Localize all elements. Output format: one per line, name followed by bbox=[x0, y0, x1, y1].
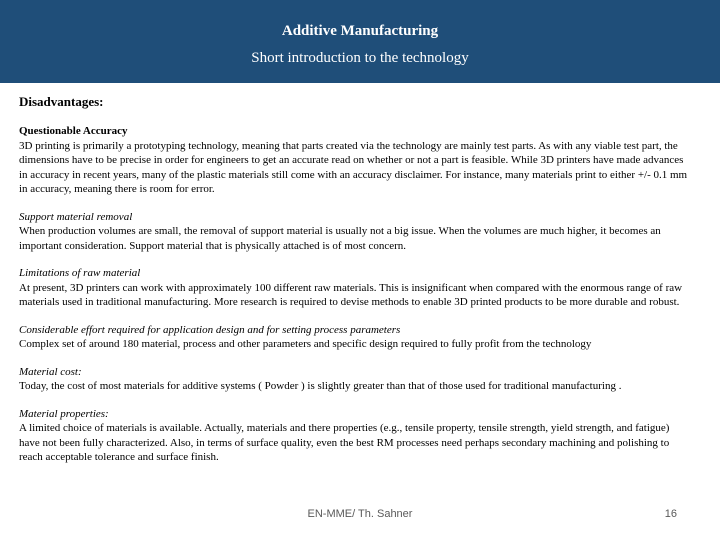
section-title: Material properties: bbox=[19, 407, 109, 420]
page-number: 16 bbox=[664, 508, 677, 520]
footer-author: EN-MME/ Th. Sahner bbox=[307, 508, 413, 520]
section-text: At present, 3D printers can work with approximately 100 different raw materials. This is insignificant when compared with the enormous range of raw materials used in traditional manufacturing. More research is required to devise methods to enable 3D printed products to be more durable and robust. bbox=[19, 281, 683, 308]
disadvantages-heading: Disadvantages: bbox=[19, 94, 104, 109]
section-text: When production volumes are small, the removal of support material is usually not a big issue. When the volumes are much higher, it becomes an important consideration. Support material that is physically attached is of most concern. bbox=[19, 225, 661, 252]
section-text: A limited choice of materials is available. Actually, materials and there properties (e.g., tensile property, tensile strength, yield strength, and fatigue) have not been fully characterized. Also, in terms of surface quality, even the best RM processes need perhaps secondary machining and polishing to reach acceptable tolerance and surface finish. bbox=[19, 422, 670, 463]
section-title: Considerable effort required for application design and for setting process parameters bbox=[19, 323, 401, 336]
section-application-design-effort bbox=[19, 323, 689, 352]
section-title: Limitations of raw material bbox=[19, 267, 141, 279]
slide-title: Additive Manufacturing bbox=[281, 23, 439, 39]
slide-header bbox=[0, 0, 720, 83]
slide-subtitle: Short introduction to the technology bbox=[251, 50, 469, 66]
section-text: Complex set of around 180 material, process and other parameters and specific design required to fully profit from the technology bbox=[19, 338, 592, 350]
section-title: Questionable Accuracy bbox=[19, 125, 128, 137]
section-text: Today, the cost of most materials for additive systems ( Powder ) is slightly greater than that of those used for traditional manufacturing . bbox=[19, 380, 622, 392]
section-questionable-accuracy bbox=[19, 124, 689, 197]
section-material-cost bbox=[19, 365, 689, 394]
section-title: Material cost: bbox=[19, 365, 82, 378]
section-material-properties bbox=[19, 407, 689, 465]
section-title: Support material removal bbox=[19, 210, 133, 223]
section-text: 3D printing is primarily a prototyping technology, meaning that parts created via the technology are mainly test parts. As with any viable test part, the dimensions have to be precise in order for engineers to get an accurate read on whether or not a part is feasible. While 3D printers have made advances in accuracy in recent years, many of the plastic materials still come with an accuracy disclaimer. For instance, many materials print to either +/- 0.1 mm in accuracy, meaning there is room for error. bbox=[19, 139, 688, 195]
section-support-material-removal bbox=[19, 210, 689, 254]
section-raw-material-limitations bbox=[19, 266, 689, 310]
slide-body bbox=[19, 94, 689, 478]
